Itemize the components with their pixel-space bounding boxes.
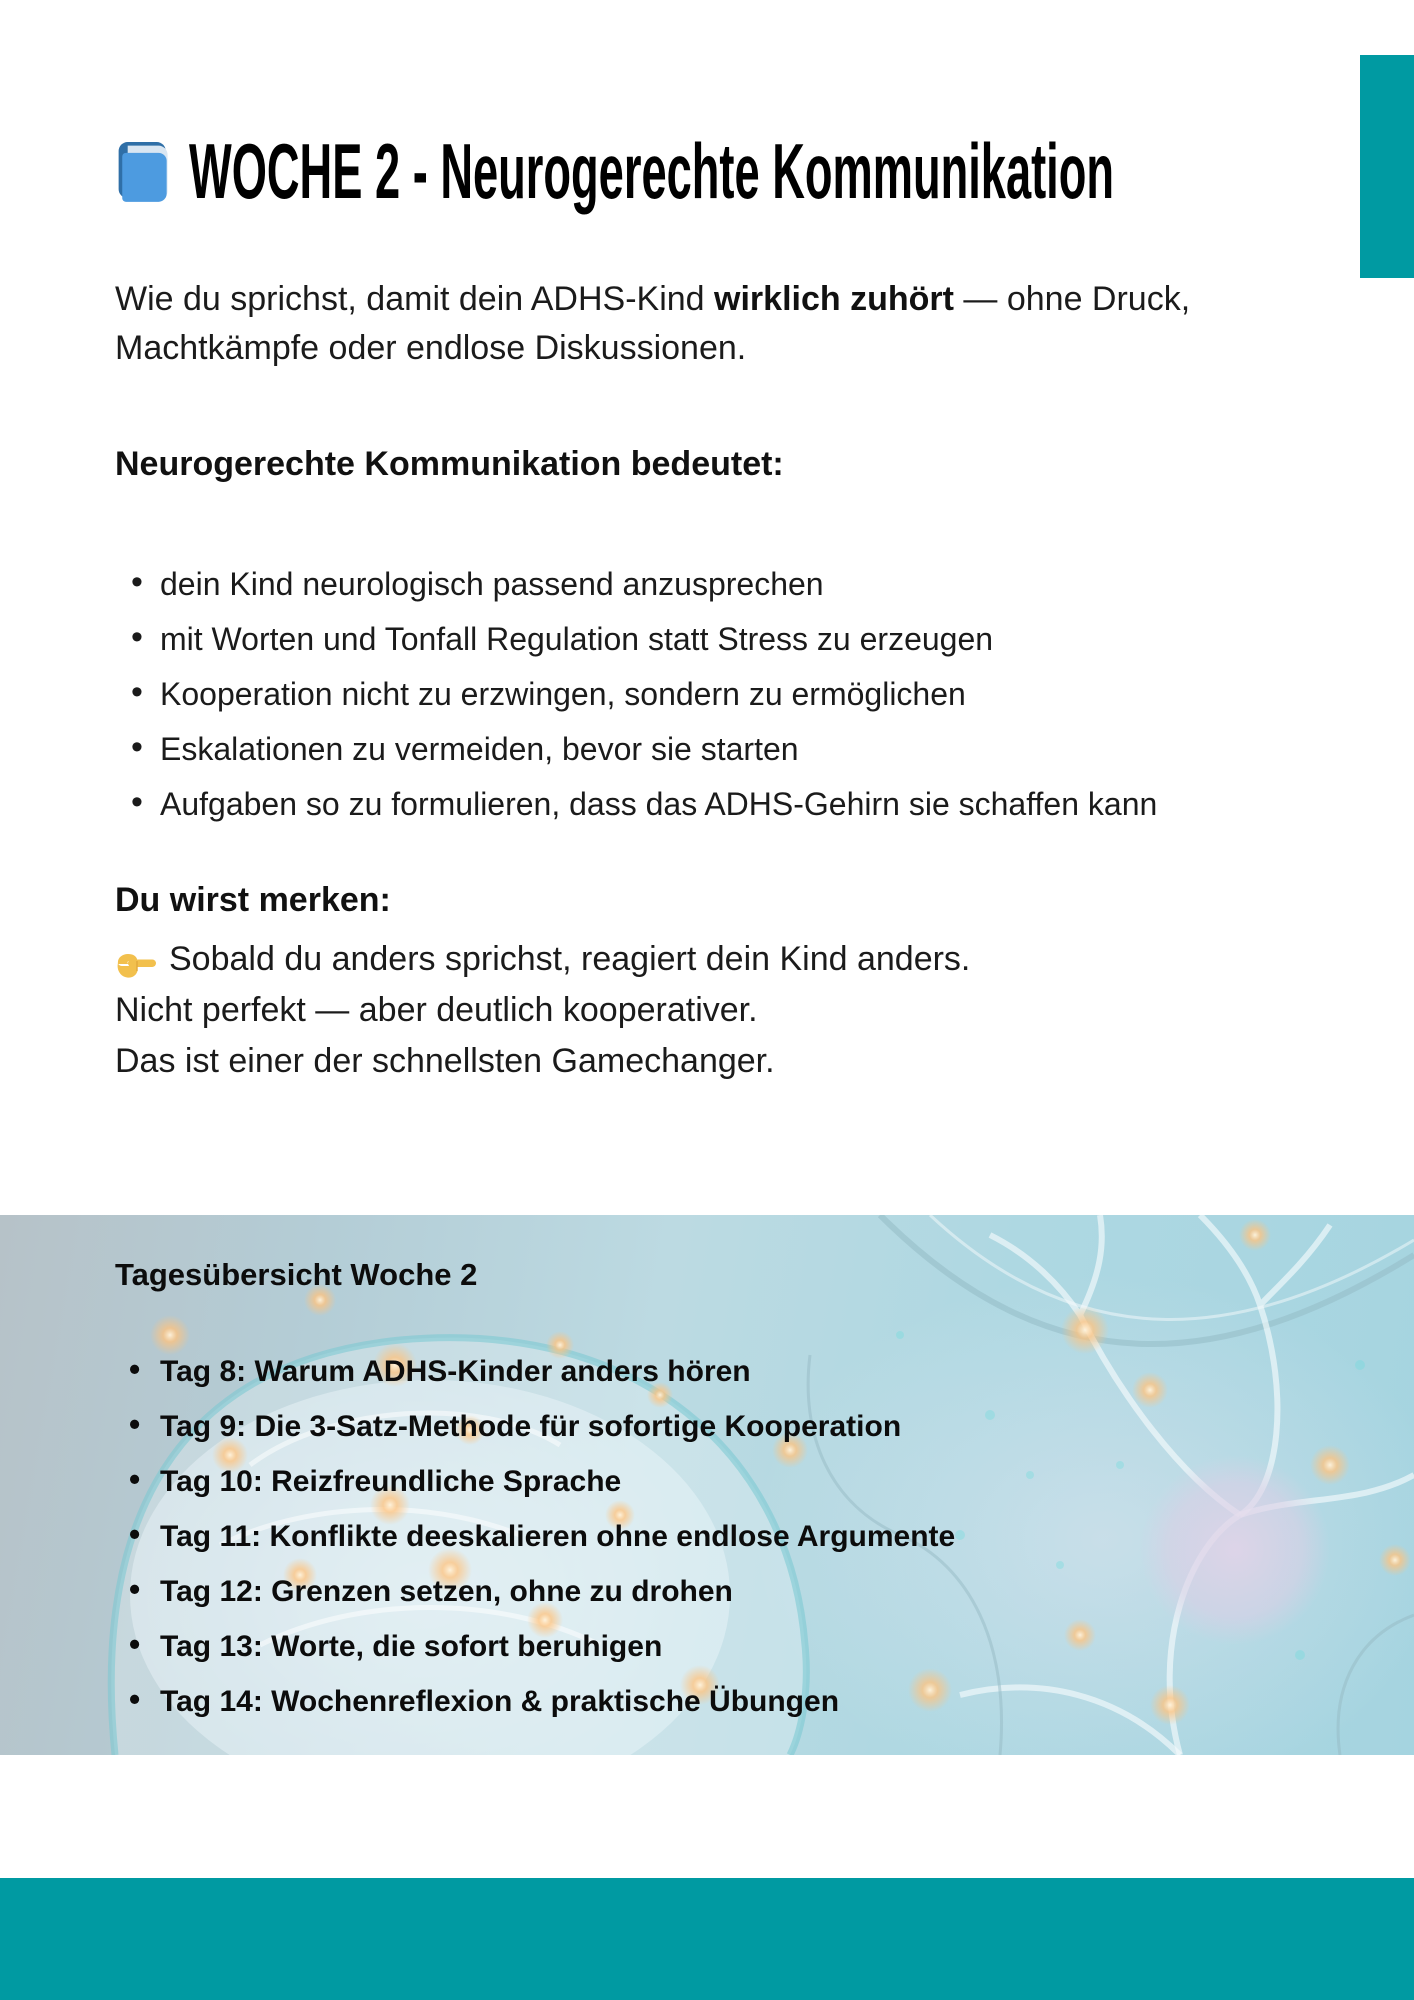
week-overview-content <box>0 1215 1414 1718</box>
day-list-item: • Tag 10: Reizfreundliche Sprache <box>115 1465 1294 1498</box>
blue-book-icon <box>115 140 173 202</box>
day-list-item: • Tag 8: Warum ADHS-Kinder anders hören <box>115 1355 1294 1388</box>
week-overview-heading: Tagesübersicht Woche 2 <box>115 1257 478 1292</box>
outcome-heading: Du wirst merken: <box>115 881 391 919</box>
intro-line-2: Machtkämpfe oder endlose Diskussionen. <box>115 329 747 367</box>
teal-corner-block <box>1360 55 1414 278</box>
day-list-item: • Tag 9: Die 3-Satz-Methode für sofortige Kooperation <box>115 1410 1294 1443</box>
title-row <box>115 127 1264 215</box>
day-list-item: • Tag 11: Konflikte deeskalieren ohne endlose Argumente <box>115 1520 1294 1553</box>
outcome-pointer-line <box>115 934 1264 985</box>
outcome-line-3: Das ist einer der schnellsten Gamechanger. <box>115 1042 775 1080</box>
day-list-item: • Tag 12: Grenzen setzen, ohne zu drohen <box>115 1575 1294 1608</box>
definition-heading: Neurogerechte Kommunikation bedeutet: <box>115 445 784 483</box>
week-overview-section <box>0 1215 1414 1755</box>
definition-bullet-list <box>115 564 1185 825</box>
pointing-right-hand-icon <box>115 945 157 975</box>
definition-bullet-item: • dein Kind neurologisch passend anzusprechen <box>115 564 1185 605</box>
page-title: WOCHE 2 - Neurogerechte Kommunikation <box>189 127 1115 215</box>
day-list-item: • Tag 14: Wochenreflexion & praktische Übungen <box>115 1685 1294 1718</box>
outcome-pointer-text: Sobald du anders sprichst, reagiert dein Kind anders. <box>169 940 971 978</box>
outcome-line-2: Nicht perfekt — aber deutlich kooperativer. <box>115 991 758 1029</box>
definition-bullet-item: • Eskalationen zu vermeiden, bevor sie starten <box>115 729 1185 770</box>
day-list <box>115 1355 1294 1718</box>
outcome-block <box>115 934 1264 1087</box>
definition-bullet-item: • mit Worten und Tonfall Regulation statt Stress zu erzeugen <box>115 619 1185 660</box>
intro-paragraph <box>115 275 1264 373</box>
intro-line-1: Wie du sprichst, damit dein ADHS-Kind wirklich zuhört — ohne Druck, <box>115 280 1191 318</box>
teal-footer-bar <box>0 1878 1414 2000</box>
definition-bullet-item: • Aufgaben so zu formulieren, dass das ADHS-Gehirn sie schaffen kann <box>115 784 1185 825</box>
intro-bold: wirklich zuhört <box>714 280 954 318</box>
definition-bullet-item: • Kooperation nicht zu erzwingen, sondern zu ermöglichen <box>115 674 1185 715</box>
day-list-item: • Tag 13: Worte, die sofort beruhigen <box>115 1630 1294 1663</box>
